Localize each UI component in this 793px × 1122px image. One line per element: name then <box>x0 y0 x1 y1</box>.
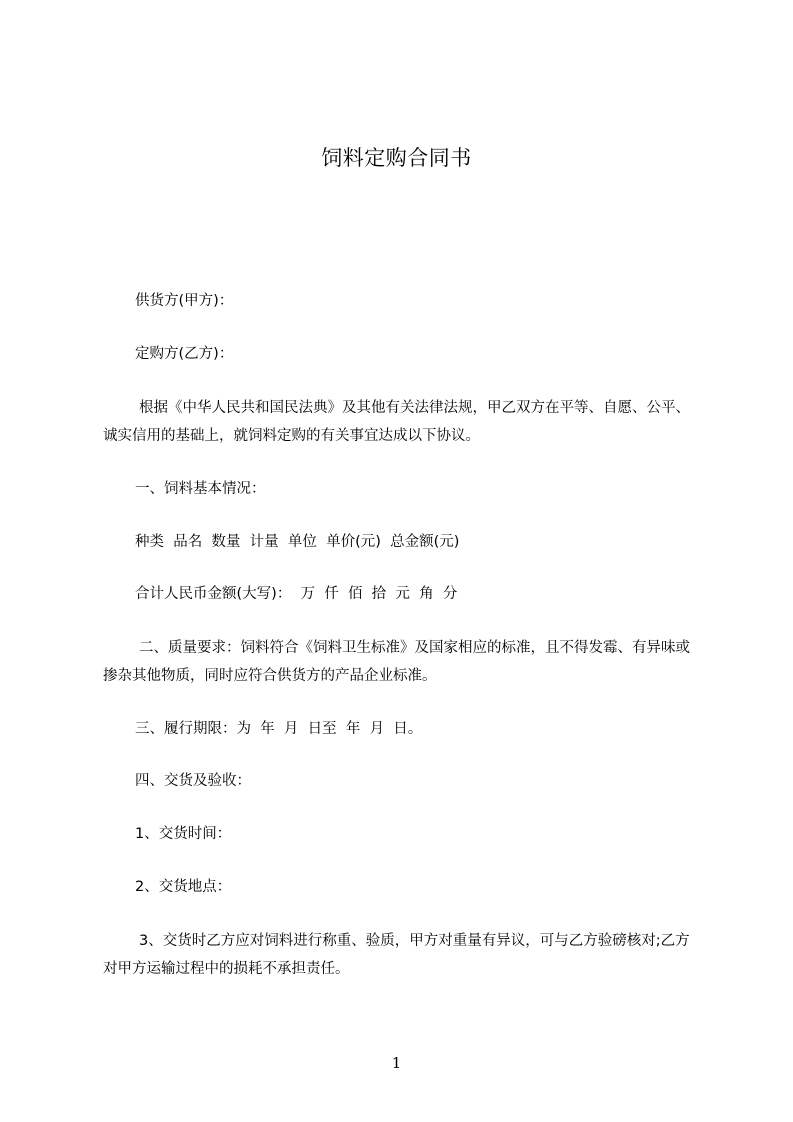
delivery-time-line: 1、交货时间： <box>135 826 232 842</box>
buyer-line: 定购方(乙方)： <box>135 346 234 362</box>
supplier-line: 供货方(甲方)： <box>135 293 234 309</box>
section-1-heading: 一、饲料基本情况： <box>135 481 266 497</box>
delivery-place-line: 2、交货地点： <box>135 879 232 895</box>
feed-table-header-line: 种类 品名 数量 计量 单位 单价(元) 总金额(元) <box>135 534 460 550</box>
preamble-paragraph: 根据《中华人民共和国民法典》及其他有关法律法规，甲乙双方在平等、自愿、公平、诚实信用的基础上，就饲料定购的有关事宜达成以下协议。 <box>103 400 690 444</box>
section-2-quality: 二、质量要求：饲料符合《饲料卫生标准》及国家相应的标准，且不得发霉、有异味或掺杂其他物质，同时应符合供货方的产品企业标准。 <box>103 640 690 684</box>
document-title: 饲料定购合同书 <box>321 146 472 170</box>
section-4-heading: 四、交货及验收： <box>135 773 251 789</box>
delivery-inspection-paragraph: 3、交货时乙方应对饲料进行称重、验质，甲方对重量有异议，可与乙方验磅核对;乙方对甲方运输过程中的损耗不承担责任。 <box>103 933 690 977</box>
total-amount-line: 合计人民币金额(大写)： 万 仟 佰 拾 元 角 分 <box>135 586 458 602</box>
section-3-term: 三、履行期限：为 年 月 日至 年 月 日。 <box>135 721 423 737</box>
page-number: 1 <box>391 1054 402 1072</box>
